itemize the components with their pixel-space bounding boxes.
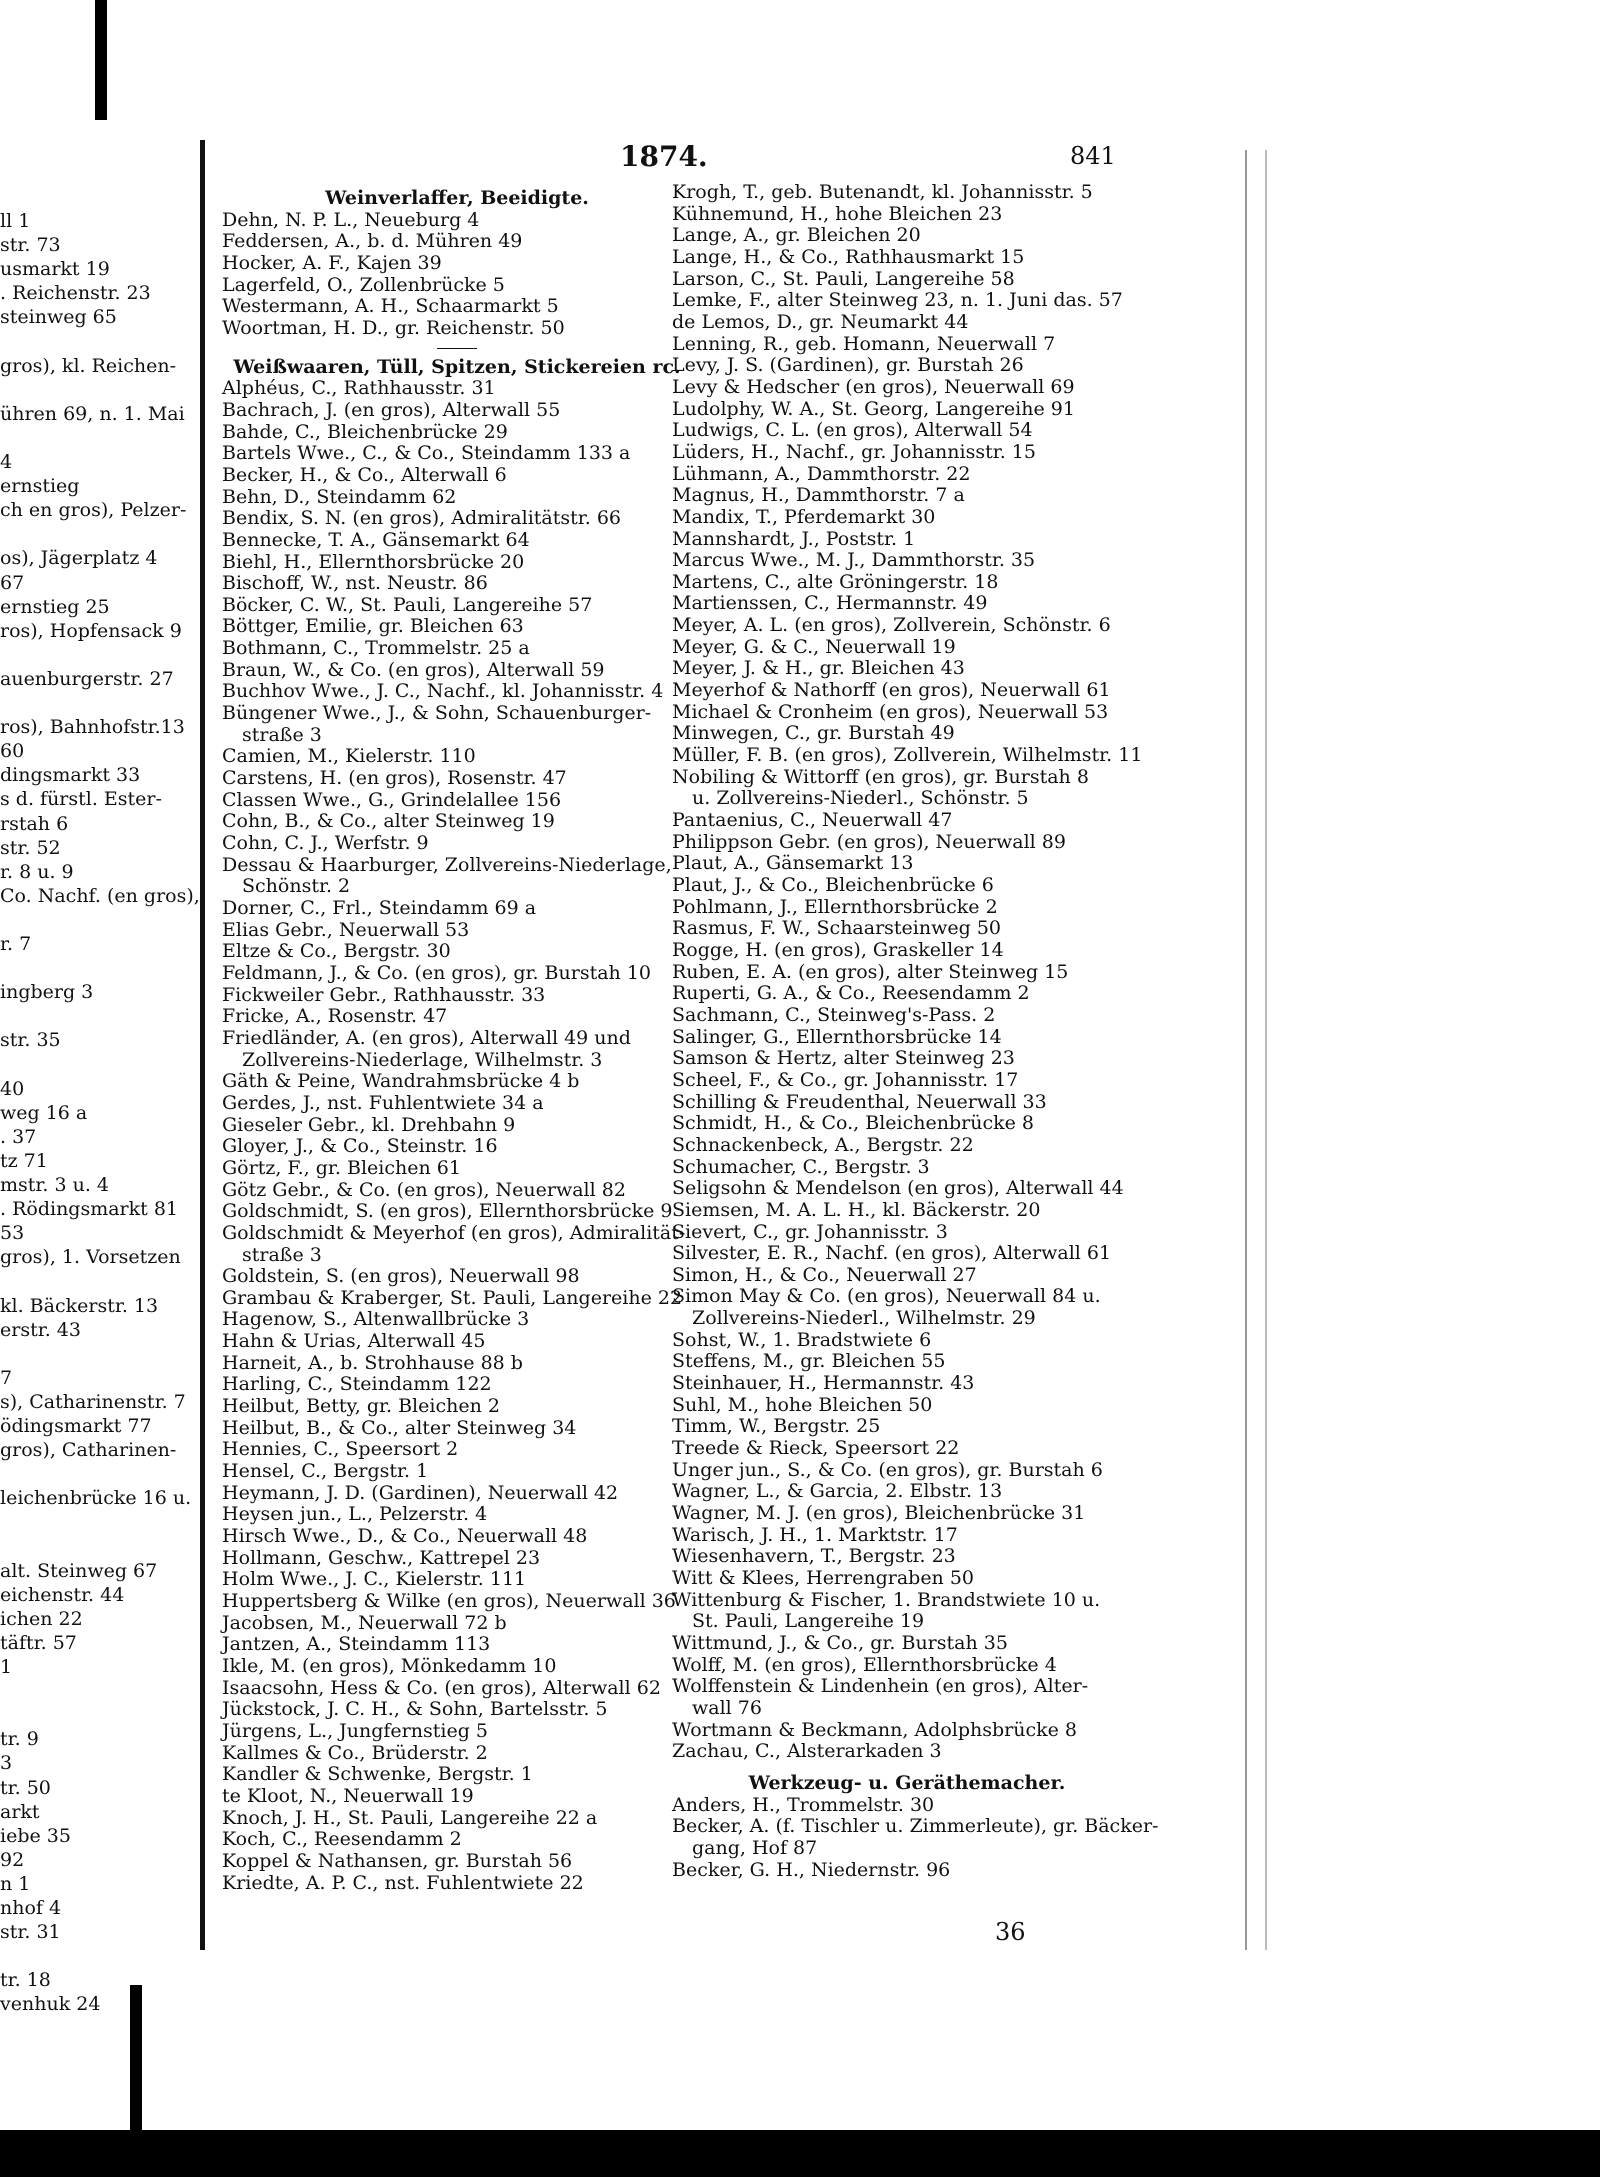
directory-entry: Larson, C., St. Pauli, Langereihe 58 [672,267,1015,290]
directory-entry: Siemsen, M. A. L. H., kl. Bäckerstr. 20 [672,1198,1041,1221]
directory-entry: Samson & Hertz, alter Steinweg 23 [672,1047,1015,1070]
directory-entry: te Kloot, N., Neuerwall 19 [222,1784,474,1807]
previous-page-line: str. 31 [0,1921,61,1944]
directory-entry: Lange, H., & Co., Rathhausmarkt 15 [672,245,1025,268]
previous-page-line: 60 [0,740,25,763]
directory-entry: Bachrach, J. (en gros), Alterwall 55 [222,398,561,421]
directory-entry: Simon, H., & Co., Neuerwall 27 [672,1263,977,1286]
directory-entry: Jückstock, J. C. H., & Sohn, Bartelsstr. 5 [222,1698,608,1721]
directory-entry: Harneit, A., b. Strohhause 88 b [222,1351,523,1374]
right-column [672,181,1159,1881]
directory-entry: Görtz, F., gr. Bleichen 61 [222,1156,461,1179]
previous-page-line: gros), Catharinen- [0,1439,177,1462]
directory-entry: Lühmann, A., Dammthorstr. 22 [672,462,971,485]
directory-entry: Biehl, H., Ellernthorsbrücke 20 [222,550,525,573]
directory-entry: Fricke, A., Rosenstr. 47 [222,1005,448,1028]
directory-entry: Friedländer, A. (en gros), Alterwall 49 und [222,1026,631,1049]
previous-page-line: str. 35 [0,1029,61,1052]
previous-page-line: 53 [0,1222,25,1245]
directory-entry: Elias Gebr., Neuerwall 53 [222,918,470,941]
directory-entry: Martens, C., alte Gröningerstr. 18 [672,570,999,593]
section-entries-werkzeug [672,1793,1159,1882]
directory-entry-continuation: gang, Hof 87 [692,1836,818,1859]
directory-entry-continuation: St. Pauli, Langereihe 19 [692,1610,925,1633]
previous-page-line: nhof 4 [0,1897,62,1919]
previous-page-line: 92 [0,1848,25,1871]
directory-entry: Feldmann, J., & Co. (en gros), gr. Burstah 10 [222,961,652,984]
directory-entry-continuation: Zollvereins-Niederl., Wilhelmstr. 29 [692,1307,1036,1330]
directory-entry: Wortmann & Beckmann, Adolphsbrücke 8 [672,1718,1078,1741]
directory-entry: Westermann, A. H., Schaarmarkt 5 [222,295,559,318]
previous-page-line: täftr. 57 [0,1631,77,1654]
section-entries-weisswaaren-cont [672,182,1142,1763]
directory-entry: Kandler & Schwenke, Bergstr. 1 [222,1763,533,1786]
directory-entry: Wiesenhavern, T., Bergstr. 23 [672,1545,956,1568]
directory-entry: Sohst, W., 1. Bradstwiete 6 [672,1328,932,1351]
previous-page-line: dingsmarkt 33 [0,764,141,787]
directory-entry: Eltze & Co., Bergstr. 30 [222,940,451,963]
directory-entry: Heilbut, B., & Co., alter Steinweg 34 [222,1416,577,1439]
previous-page-line: 67 [0,571,25,594]
directory-entry: Becker, G. H., Niedernstr. 96 [672,1858,951,1881]
directory-entry: Lüders, H., Nachf., gr. Johannisstr. 15 [672,440,1036,463]
directory-entry: Becker, A. (f. Tischler u. Zimmerleute), gr. Bäcker- [672,1815,1159,1838]
directory-entry: Rasmus, F. W., Schaarsteinweg 50 [672,917,1001,940]
directory-entry-continuation: u. Zollvereins-Niederl., Schönstr. 5 [692,787,1029,810]
previous-page-line: . 37 [0,1125,37,1148]
directory-entry: Feddersen, A., b. d. Mühren 49 [222,230,523,253]
previous-page-line: s), Catharinenstr. 7 [0,1390,186,1413]
directory-entry: Zachau, C., Alsterarkaden 3 [672,1740,942,1763]
directory-entry: Meyer, J. & H., gr. Bleichen 43 [672,657,965,680]
directory-entry: Koppel & Nathansen, gr. Burstah 56 [222,1849,573,1872]
directory-entry: Pantaenius, C., Neuerwall 47 [672,809,953,832]
previous-page-line: auenburgerstr. 27 [0,667,174,690]
directory-entry: Becker, H., & Co., Alterwall 6 [222,463,507,486]
previous-page-line: leichenbrücke 16 u. [0,1487,192,1510]
directory-entry: Plaut, A., Gänsemarkt 13 [672,852,914,875]
previous-page-line: 7 [0,1366,13,1389]
directory-entry: Heilbut, Betty, gr. Bleichen 2 [222,1395,500,1418]
section-entries-weisswaaren [222,378,692,1894]
directory-entry: Heymann, J. D. (Gardinen), Neuerwall 42 [222,1481,619,1504]
directory-entry: Alphéus, C., Rathhausstr. 31 [222,377,496,400]
previous-page-line: gros), kl. Reichen- [0,354,177,377]
directory-entry: Koch, C., Reesendamm 2 [222,1828,462,1851]
directory-entry: Martienssen, C., Hermannstr. 49 [672,592,988,615]
previous-page-line: iebe 35 [0,1824,71,1847]
directory-entry: Scheel, F., & Co., gr. Johannisstr. 17 [672,1068,1019,1091]
directory-entry: Böcker, C. W., St. Pauli, Langereihe 57 [222,593,593,616]
directory-entry: Bischoff, W., nst. Neustr. 86 [222,572,488,595]
previous-page-line: venhuk 24 [0,1993,101,2016]
directory-entry: Minwegen, C., gr. Burstah 49 [672,722,955,745]
previous-page-line: steinweg 65 [0,306,117,329]
previous-page-line: ernstieg 25 [0,595,110,618]
directory-entry: Müller, F. B. (en gros), Zollverein, Wilhelmstr. 11 [672,744,1143,767]
section-title-weinverlaffer: Weinverlaffer, Beeidigte. [325,187,589,209]
section-entries-weinverlaffer [222,210,692,340]
signature-mark: 36 [995,1918,1026,1946]
directory-entry: Levy & Hedscher (en gros), Neuerwall 69 [672,375,1075,398]
directory-entry: Gieseler Gebr., kl. Drehbahn 9 [222,1113,516,1136]
directory-entry: Wittmund, J., & Co., gr. Burstah 35 [672,1631,1008,1654]
directory-entry: Krogh, T., geb. Butenandt, kl. Johannisstr. 5 [672,181,1093,203]
previous-page-line: ödingsmarkt 77 [0,1415,152,1437]
directory-entry: Isaacsohn, Hess & Co. (en gros), Alterwall 62 [222,1676,661,1699]
previous-page-line: weg 16 a [0,1101,88,1124]
directory-entry: Meyer, G. & C., Neuerwall 19 [672,635,956,658]
previous-page-line: ch en gros), Pelzer- [0,499,187,522]
section-title-weisswaaren: Weißwaaren, Tüll, Spitzen, Stickereien rc. [233,355,681,378]
directory-entry: Ludolphy, W. A., St. Georg, Langereihe 91 [672,397,1075,420]
directory-entry: Kriedte, A. P. C., nst. Fuhlentwiete 22 [222,1871,584,1894]
directory-entry: Goldstein, S. (en gros), Neuerwall 98 [222,1265,580,1288]
directory-entry: Bothmann, C., Trommelstr. 25 a [222,637,530,660]
directory-entry: Mannshardt, J., Poststr. 1 [672,527,916,550]
previous-page-line: usmarkt 19 [0,258,110,281]
directory-entry-continuation: straße 3 [242,723,322,746]
directory-entry: Lagerfeld, O., Zollenbrücke 5 [222,273,505,296]
directory-entry: Magnus, H., Dammthorstr. 7 a [672,484,965,507]
directory-entry: Hahn & Urias, Alterwall 45 [222,1330,486,1353]
section-divider [437,348,477,349]
directory-entry-continuation: wall 76 [692,1696,762,1719]
directory-entry: Michael & Cronheim (en gros), Neuerwall 53 [672,700,1109,723]
scan-border-top-left [95,0,107,120]
directory-entry: Jantzen, A., Steindamm 113 [222,1633,491,1656]
scan-border-bottom [0,2130,1600,2177]
directory-entry: Simon May & Co. (en gros), Neuerwall 84 u. [672,1285,1101,1308]
previous-page-line: 40 [0,1077,25,1100]
previous-page-line: ichen 22 [0,1607,83,1630]
directory-entry: Hocker, A. F., Kajen 39 [222,251,442,274]
directory-entry: Wagner, L., & Garcia, 2. Elbstr. 13 [672,1480,1003,1503]
previous-page-line: mstr. 3 u. 4 [0,1174,110,1196]
directory-entry: Schumacher, C., Bergstr. 3 [672,1155,930,1178]
directory-entry: Pohlmann, J., Ellernthorsbrücke 2 [672,895,998,918]
directory-entry: Schnackenbeck, A., Bergstr. 22 [672,1133,974,1156]
directory-entry: Suhl, M., hohe Bleichen 50 [672,1393,933,1416]
scan-border-bottom-left [130,1985,142,2130]
previous-page-line: s d. fürstl. Ester- [0,788,162,811]
directory-entry: Dorner, C., Frl., Steindamm 69 a [222,897,537,919]
directory-entry-continuation: Zollvereins-Niederlage, Wilhelmstr. 3 [242,1048,603,1071]
directory-entry: Jacobsen, M., Neuerwall 72 b [222,1611,507,1634]
directory-entry: Grambau & Kraberger, St. Pauli, Langereihe 22 [222,1286,683,1309]
previous-page-line: eichenstr. 44 [0,1583,125,1606]
directory-entry: Bennecke, T. A., Gänsemarkt 64 [222,528,530,551]
previous-page-line: ühren 69, n. 1. Mai [0,402,185,425]
directory-entry: Lange, A., gr. Bleichen 20 [672,224,921,247]
directory-entry: de Lemos, D., gr. Neumarkt 44 [672,310,969,333]
previous-page-line: 4 [0,451,13,473]
directory-entry: Böttger, Emilie, gr. Bleichen 63 [222,615,524,638]
previous-page-line: os), Jägerplatz 4 [0,547,158,570]
directory-entry: Philippson Gebr. (en gros), Neuerwall 89 [672,830,1066,853]
directory-entry: Mandix, T., Pferdemarkt 30 [672,505,936,528]
previous-page-line: r. 8 u. 9 [0,860,74,883]
previous-page-line: gros), 1. Vorsetzen [0,1246,181,1269]
directory-entry: Seligsohn & Mendelson (en gros), Alterwall 44 [672,1177,1124,1200]
directory-entry: Timm, W., Bergstr. 25 [672,1415,881,1438]
directory-entry: Huppertsberg & Wilke (en gros), Neuerwall 36 [222,1590,676,1612]
directory-entry: Cohn, B., & Co., alter Steinweg 19 [222,810,555,833]
previous-page-line: 1 [0,1656,13,1678]
page-edges [1245,150,1267,1950]
directory-entry: Fickweiler Gebr., Rathhausstr. 33 [222,983,546,1006]
directory-entry: Schmidt, H., & Co., Bleichenbrücke 8 [672,1112,1034,1135]
directory-entry: Anders, H., Trommelstr. 30 [672,1793,935,1816]
directory-entry: Kallmes & Co., Brüderstr. 2 [222,1741,488,1764]
directory-entry: Goldschmidt, S. (en gros), Ellernthorsbrücke 9 [222,1200,673,1223]
directory-entry: Wolff, M. (en gros), Ellernthorsbrücke 4 [672,1653,1057,1676]
directory-entry: Silvester, E. R., Nachf. (en gros), Alterwall 61 [672,1242,1112,1265]
previous-page-line: alt. Steinweg 67 [0,1559,158,1582]
directory-entry: Salinger, G., Ellernthorsbrücke 14 [672,1025,1002,1048]
previous-page-line: Co. Nachf. (en gros), [0,884,200,907]
previous-page-line: . Reichenstr. 23 [0,282,151,305]
directory-entry: Jürgens, L., Jungfernstieg 5 [222,1719,488,1742]
previous-page-line: kl. Bäckerstr. 13 [0,1294,159,1317]
directory-entry: Hirsch Wwe., D., & Co., Neuerwall 48 [222,1525,588,1548]
directory-entry: Bendix, S. N. (en gros), Admiralitätstr. 66 [222,507,622,530]
previous-page-line: tr. 9 [0,1728,39,1751]
directory-entry: Harling, C., Steindamm 122 [222,1373,492,1396]
directory-entry: Steinhauer, H., Hermannstr. 43 [672,1372,975,1395]
directory-entry: Schilling & Freudenthal, Neuerwall 33 [672,1090,1047,1113]
directory-entry: Classen Wwe., G., Grindelallee 156 [222,788,562,811]
directory-entry: Lenning, R., geb. Homann, Neuerwall 7 [672,332,1056,355]
directory-entry: Büngener Wwe., J., & Sohn, Schauenburger- [222,702,652,725]
page-number: 841 [1070,142,1116,170]
directory-entry: Plaut, J., & Co., Bleichenbrücke 6 [672,874,994,896]
previous-page-line: tr. 50 [0,1776,51,1799]
directory-entry: Bartels Wwe., C., & Co., Steindamm 133 a [222,442,631,465]
directory-entry: Bahde, C., Bleichenbrücke 29 [222,420,508,443]
directory-entry: Treede & Rieck, Speersort 22 [672,1437,960,1460]
directory-entry: Woortman, H. D., gr. Reichenstr. 50 [222,316,565,339]
directory-entry: Heysen jun., L., Pelzerstr. 4 [222,1503,488,1526]
directory-entry: Cohn, C. J., Werfstr. 9 [222,832,429,855]
directory-entry: Lemke, F., alter Steinweg 23, n. 1. Juni das. 57 [672,289,1123,312]
previous-page-line: ernstieg [0,475,80,498]
previous-page-line: . Rödingsmarkt 81 [0,1198,179,1221]
previous-page-line: ros), Hopfensack 9 [0,619,182,642]
directory-entry: Carstens, H. (en gros), Rosenstr. 47 [222,767,567,790]
page-header-year: 1874. [620,140,708,173]
previous-page-fragment [0,140,200,2016]
directory-entry: Gäth & Peine, Wandrahmsbrücke 4 b [222,1070,580,1093]
directory-entry: Ikle, M. (en gros), Mönkedamm 10 [222,1654,557,1677]
directory-entry: Buchhov Wwe., J. C., Nachf., kl. Johannisstr. 4 [222,680,664,703]
directory-entry-continuation: straße 3 [242,1243,322,1266]
directory-entry: Hagenow, S., Altenwallbrücke 3 [222,1308,530,1331]
directory-entry: Ruperti, G. A., & Co., Reesendamm 2 [672,982,1030,1005]
directory-entry: Holm Wwe., J. C., Kielerstr. 111 [222,1568,527,1591]
directory-entry: Goldschmidt & Meyerhof (en gros), Admiralität- [222,1221,686,1244]
directory-entry: Meyerhof & Nathorff (en gros), Neuerwall 61 [672,679,1111,702]
directory-entry: Ludwigs, C. L. (en gros), Alterwall 54 [672,419,1033,442]
directory-entry: Wittenburg & Fischer, 1. Brandstwiete 10 u. [672,1588,1101,1611]
directory-entry: Meyer, A. L. (en gros), Zollverein, Schönstr. 6 [672,614,1111,637]
previous-page-line: rstah 6 [0,812,69,835]
directory-entry: Kühnemund, H., hohe Bleichen 23 [672,202,1003,225]
directory-entry: Wagner, M. J. (en gros), Bleichenbrücke 31 [672,1502,1086,1525]
directory-entry: Unger jun., S., & Co. (en gros), gr. Burstah 6 [672,1458,1103,1481]
directory-entry: Camien, M., Kielerstr. 110 [222,745,476,768]
directory-entry-continuation: Schönstr. 2 [242,875,351,898]
directory-entry: Rogge, H. (en gros), Graskeller 14 [672,938,1004,961]
directory-entry: Sachmann, C., Steinweg's-Pass. 2 [672,1003,996,1026]
previous-page-line: ingberg 3 [0,981,94,1004]
previous-page-line: 3 [0,1752,13,1775]
directory-entry: Knoch, J. H., St. Pauli, Langereihe 22 a [222,1806,598,1829]
directory-entry: Steffens, M., gr. Bleichen 55 [672,1350,946,1373]
left-column [222,182,692,1894]
directory-entry: Wolffenstein & Lindenhein (en gros), Alter- [672,1675,1089,1698]
directory-entry: Braun, W., & Co. (en gros), Alterwall 59 [222,658,605,681]
previous-page-line: tz 71 [0,1149,48,1172]
directory-entry: Götz Gebr., & Co. (en gros), Neuerwall 82 [222,1178,626,1201]
directory-entry: Warisch, J. H., 1. Marktstr. 17 [672,1523,958,1546]
directory-entry: Hensel, C., Bergstr. 1 [222,1460,429,1483]
directory-entry: Dessau & Haarburger, Zollvereins-Niederlage, [222,853,672,876]
directory-entry: Behn, D., Steindamm 62 [222,485,457,508]
directory-entry: Marcus Wwe., M. J., Dammthorstr. 35 [672,549,1036,572]
previous-page-line: n 1 [0,1872,31,1895]
directory-entry: Nobiling & Wittorff (en gros), gr. Burstah 8 [672,765,1089,788]
directory-entry: Gloyer, J., & Co., Steinstr. 16 [222,1135,498,1158]
section-title-werkzeug: Werkzeug- u. Geräthemacher. [748,1771,1066,1794]
previous-page-line: ll 1 [0,210,31,232]
directory-entry: Hollmann, Geschw., Kattrepel 23 [222,1546,541,1569]
directory-entry: Levy, J. S. (Gardinen), gr. Burstah 26 [672,354,1024,377]
previous-page-line: str. 73 [0,234,61,257]
directory-entry: Ruben, E. A. (en gros), alter Steinweg 15 [672,960,1069,983]
previous-page-line: str. 52 [0,836,61,859]
previous-page-line: arkt [0,1800,40,1823]
directory-entry: Gerdes, J., nst. Fuhlentwiete 34 a [222,1091,544,1114]
previous-page-line: tr. 18 [0,1969,51,1992]
previous-page-line: erstr. 43 [0,1318,81,1341]
directory-entry: Witt & Klees, Herrengraben 50 [672,1567,975,1589]
directory-entry: Hennies, C., Speersort 2 [222,1438,459,1461]
previous-page-line: ros), Bahnhofstr.13 [0,716,185,739]
previous-page-line: r. 7 [0,933,32,955]
directory-entry: Sievert, C., gr. Johannisstr. 3 [672,1220,948,1243]
directory-entry: Dehn, N. P. L., Neueburg 4 [222,208,480,231]
